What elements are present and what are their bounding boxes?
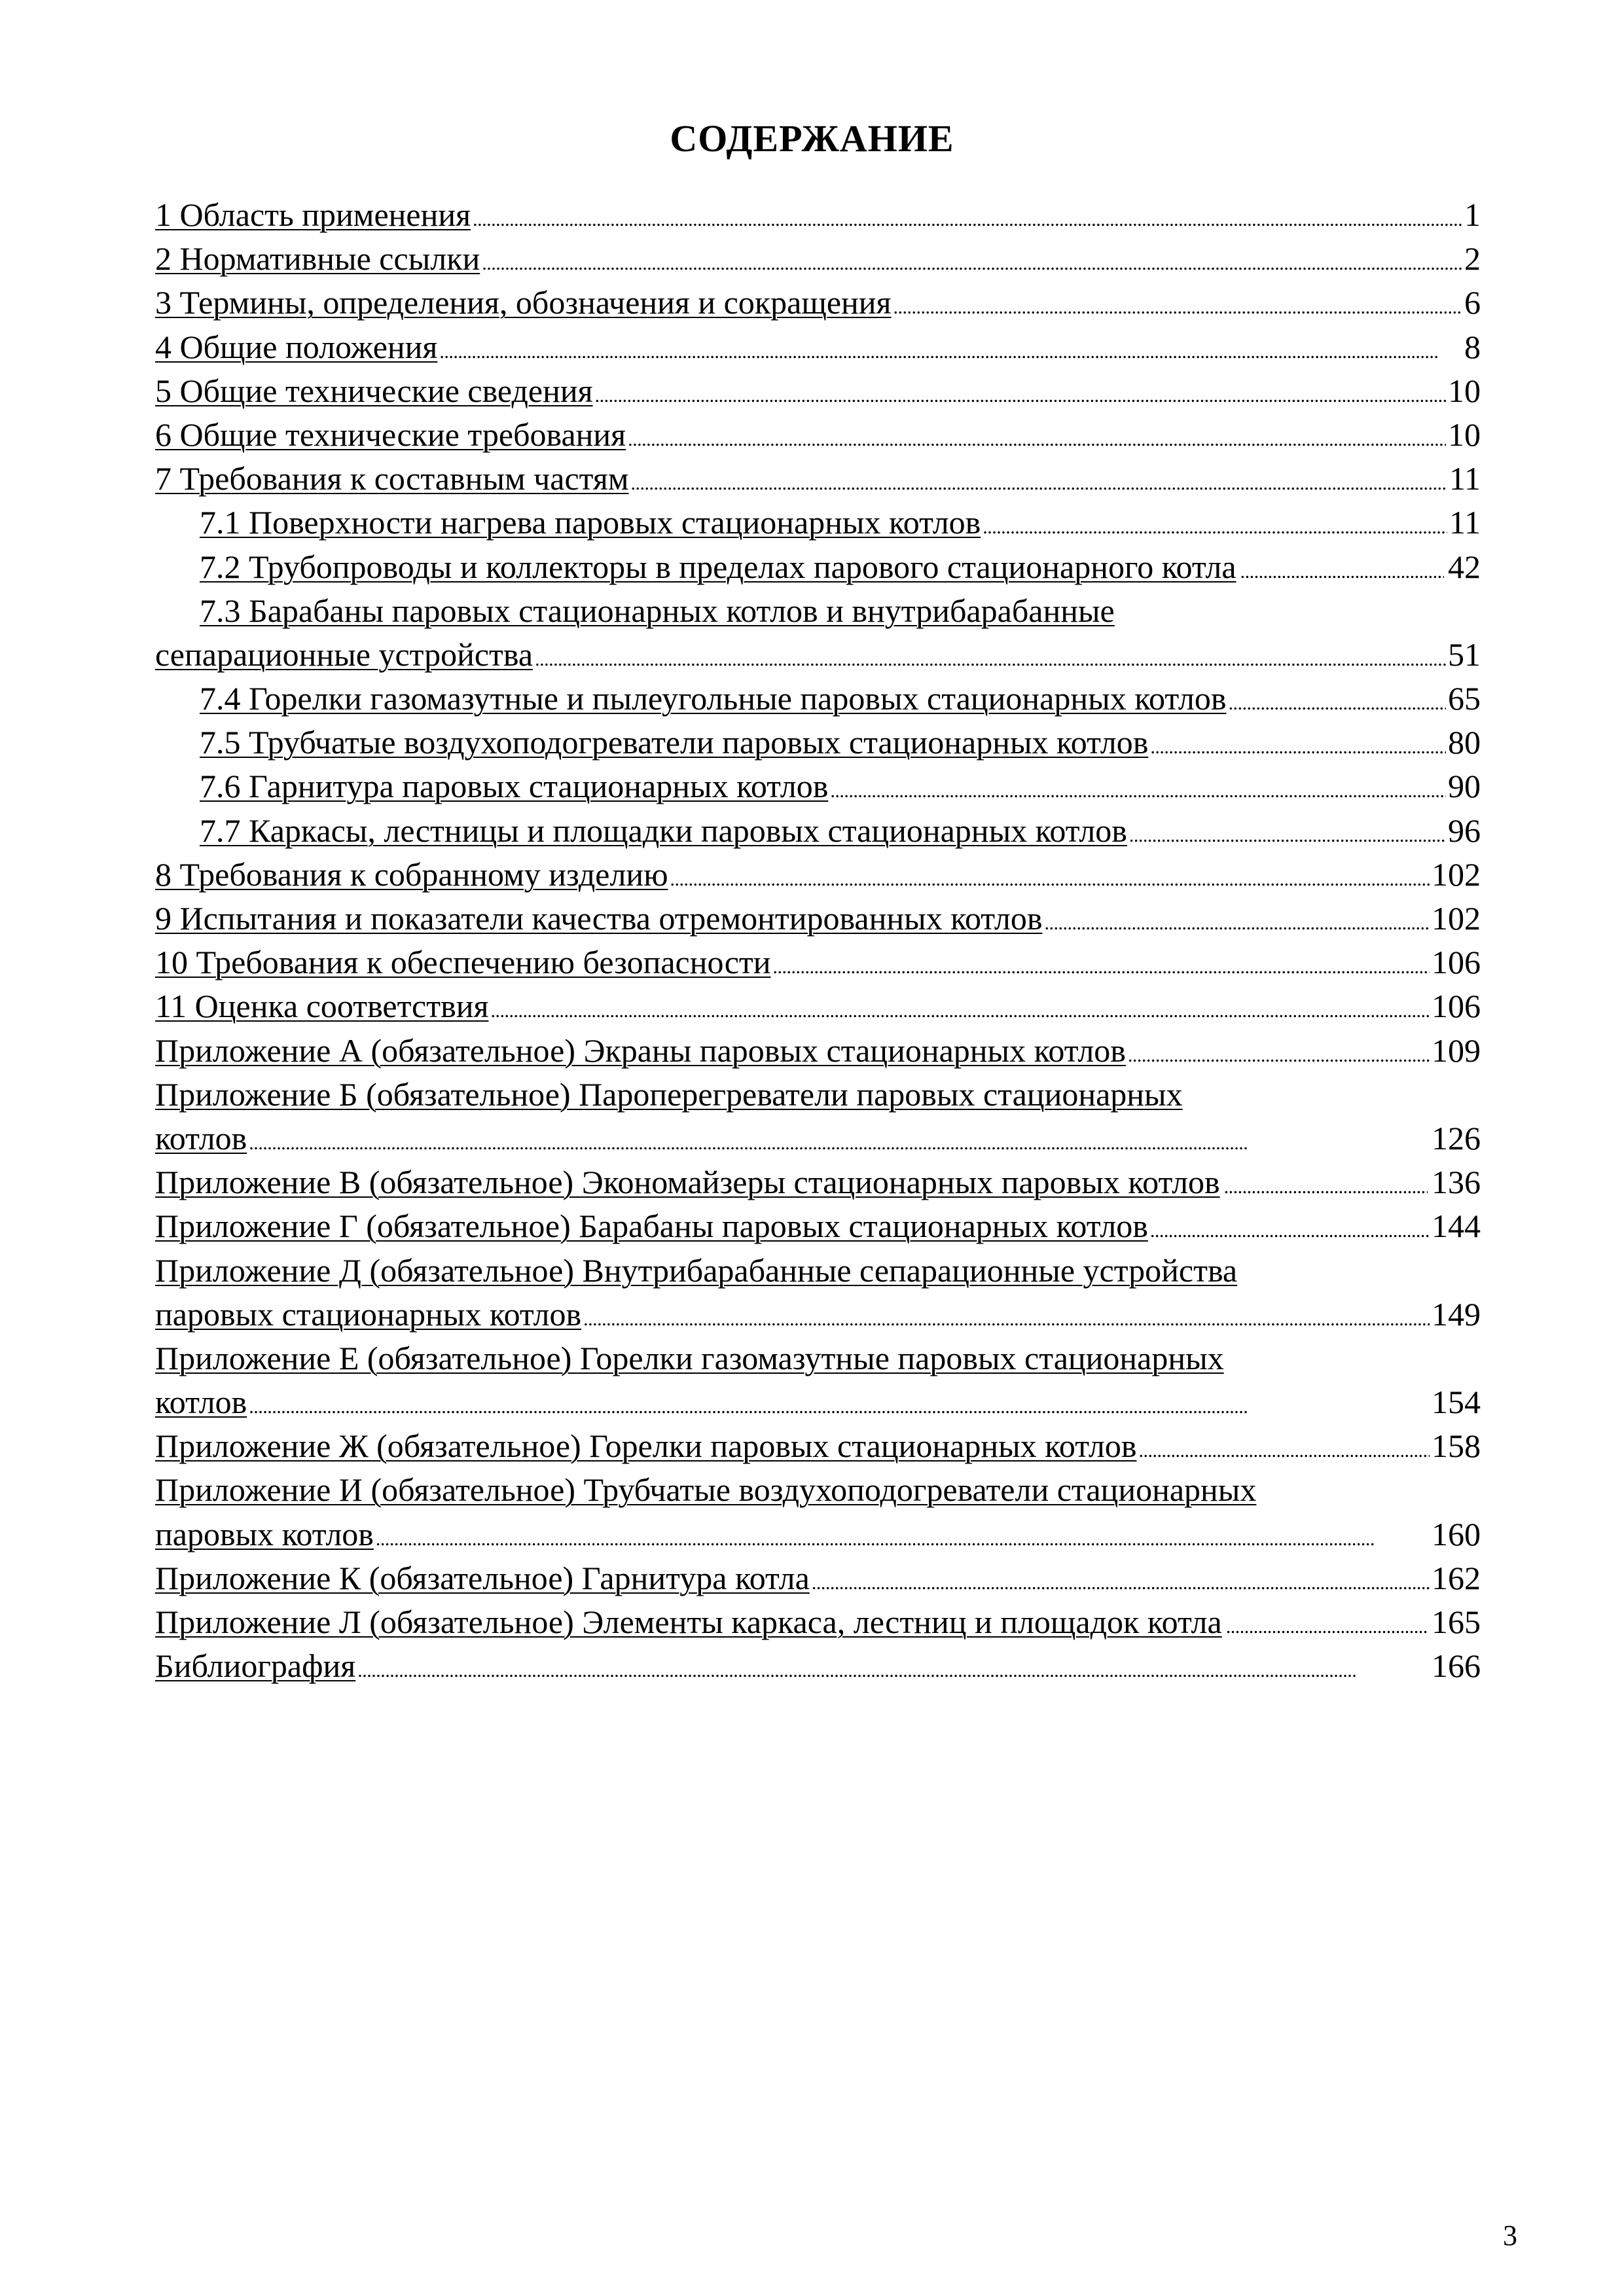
toc-entry[interactable] [155, 853, 1481, 897]
toc-page-number: 106 [1432, 988, 1481, 1025]
toc-leader-dots [376, 1513, 1430, 1556]
toc-entry-link[interactable]: Приложение Л (обязательное) Элементы каркаса, лестниц и площадок котла [155, 1604, 1222, 1640]
toc-page-number: 1 [1464, 196, 1481, 233]
toc-page-number: 106 [1432, 944, 1481, 981]
toc-entry-link[interactable]: Приложение Г (обязательное) Барабаны паровых стационарных котлов [155, 1208, 1148, 1245]
toc-entry-link[interactable]: 7.3 Барабаны паровых стационарных котлов и внутрибарабанные [200, 592, 1115, 629]
toc-page-number: 96 [1448, 812, 1481, 849]
toc-entry[interactable] [155, 1468, 1481, 1512]
toc-page-number: 90 [1448, 768, 1481, 805]
toc-entry[interactable] [155, 325, 1481, 369]
toc-leader-dots [628, 413, 1446, 457]
toc-subentry[interactable] [155, 764, 1481, 808]
toc-leader-dots [1224, 1160, 1428, 1204]
toc-page-number: 10 [1448, 372, 1481, 409]
toc-entry-continuation[interactable] [155, 1293, 1481, 1336]
page-title: СОДЕРЖАНИЕ [670, 117, 954, 160]
toc-subentry[interactable] [155, 809, 1481, 853]
toc-entry[interactable] [155, 237, 1481, 281]
toc-entry[interactable] [155, 1249, 1481, 1293]
toc-entry-link[interactable]: Приложение К (обязательное) Гарнитура котла [155, 1559, 810, 1596]
toc-page-number: 126 [1432, 1119, 1481, 1157]
toc-leader-dots [357, 1644, 1430, 1688]
toc-leader-dots [830, 764, 1446, 808]
toc-leader-dots [490, 984, 1430, 1028]
toc-leader-dots [1150, 721, 1446, 764]
toc-entry-link[interactable]: Приложение Ж (обязательное) Горелки паровых стационарных котлов [155, 1427, 1137, 1465]
toc-entry-link[interactable]: 7.1 Поверхности нагрева паровых стационарных котлов [200, 504, 981, 541]
toc-leader-dots [583, 1293, 1430, 1336]
toc-page-number: 102 [1432, 900, 1481, 937]
toc-leader-dots [1128, 1029, 1430, 1073]
toc-entry[interactable] [155, 193, 1481, 237]
toc-leader-dots [1228, 677, 1446, 721]
toc-page-number: 166 [1432, 1647, 1481, 1685]
toc-entry[interactable] [155, 1424, 1481, 1468]
toc-page-number: 11 [1449, 460, 1481, 497]
toc-page-number: 42 [1448, 548, 1481, 585]
toc-page-number: 165 [1432, 1604, 1481, 1640]
toc-entry-link[interactable]: Библиография [155, 1647, 356, 1685]
toc-leader-dots [473, 193, 1462, 237]
toc-leader-dots [1129, 809, 1446, 853]
toc-entry-link[interactable]: 8 Требования к собранному изделию [155, 855, 668, 893]
toc-page-number: 136 [1432, 1164, 1481, 1201]
toc-entry-link[interactable]: 11 Оценка соответствия [155, 988, 489, 1025]
toc-entry-link[interactable]: 7.6 Гарнитура паровых стационарных котлов [200, 768, 829, 805]
toc-entry-link[interactable]: 7.7 Каркасы, лестницы и площадки паровых стационарных котлов [200, 812, 1127, 849]
toc-entry[interactable] [155, 457, 1481, 501]
toc-leader-dots [670, 853, 1430, 897]
toc-entry[interactable] [155, 1600, 1481, 1644]
toc-entry[interactable] [155, 369, 1481, 413]
toc-entry-link[interactable]: 1 Область применения [155, 196, 471, 233]
toc-entry[interactable] [155, 413, 1481, 457]
toc-entry[interactable] [155, 1556, 1481, 1600]
toc-entry-link[interactable]: 4 Общие положения [155, 328, 438, 365]
toc-subentry[interactable] [155, 677, 1481, 721]
toc-entry-continuation[interactable] [155, 633, 1481, 677]
toc-entry[interactable] [155, 1029, 1481, 1073]
toc-entry-link[interactable]: паровых котлов [155, 1515, 374, 1552]
toc-page-number: 102 [1432, 855, 1481, 893]
toc-page-number: 149 [1432, 1295, 1481, 1333]
toc-entry-link[interactable]: 3 Термины, определения, обозначения и сокращения [155, 284, 892, 321]
toc-entry-link[interactable]: Приложение Д (обязательное) Внутрибарабанные сепарационные устройства [155, 1251, 1238, 1289]
toc-entry[interactable] [155, 1160, 1481, 1204]
toc-entry-link[interactable]: 7.2 Трубопроводы и коллекторы в пределах парового стационарного котла [200, 548, 1236, 585]
toc-leader-dots [812, 1556, 1430, 1600]
toc-entry-link[interactable]: Приложение А (обязательное) Экраны паровых стационарных котлов [155, 1031, 1126, 1069]
toc-leader-dots [1150, 1204, 1430, 1248]
toc-leader-dots [535, 633, 1446, 677]
toc-subentry[interactable] [155, 589, 1481, 633]
toc-entry-link[interactable]: 7 Требования к составным частям [155, 460, 629, 497]
toc-subentry[interactable] [155, 545, 1481, 589]
toc-entry-link[interactable]: 2 Нормативные ссылки [155, 240, 480, 278]
toc-entry[interactable] [155, 897, 1481, 941]
toc-entry[interactable] [155, 1644, 1481, 1688]
toc-entry-link[interactable]: 10 Требования к обеспечению безопасности [155, 944, 771, 981]
toc-entry-link[interactable]: 5 Общие технические сведения [155, 372, 593, 409]
toc-leader-dots [249, 1380, 1430, 1424]
toc-subentry[interactable] [155, 721, 1481, 764]
toc-leader-dots [1044, 897, 1430, 941]
toc-entry-link[interactable]: паровых стационарных котлов [155, 1295, 582, 1333]
toc-entry-link[interactable]: 7.4 Горелки газомазутные и пылеугольные паровых стационарных котлов [200, 680, 1227, 717]
toc-entry[interactable] [155, 1073, 1481, 1117]
toc-entry-continuation[interactable] [155, 1513, 1481, 1556]
toc-entry-link[interactable]: котлов [155, 1384, 247, 1421]
toc-entry-link[interactable]: Приложение Б (обязательное) Пароперегреватели паровых стационарных [155, 1075, 1183, 1113]
toc-page-number: 6 [1464, 284, 1481, 321]
toc-entry[interactable] [155, 984, 1481, 1028]
toc-page-number: 11 [1449, 504, 1481, 541]
toc-page-number: 158 [1432, 1427, 1481, 1465]
toc-entry-link[interactable]: 9 Испытания и показатели качества отремонтированных котлов [155, 900, 1043, 937]
page-number: 3 [1503, 2219, 1517, 2251]
toc-entry[interactable] [155, 1336, 1481, 1380]
toc-entry-link[interactable]: котлов [155, 1119, 247, 1157]
toc-page-number: 109 [1432, 1031, 1481, 1069]
toc-leader-dots [1240, 545, 1444, 589]
toc-page-number: 80 [1448, 724, 1481, 761]
toc-entry[interactable] [155, 281, 1481, 325]
toc-leader-dots [595, 369, 1446, 413]
toc-entry-link[interactable]: Приложение В (обязательное) Экономайзеры стационарных паровых котлов [155, 1164, 1220, 1201]
toc-page-number: 154 [1432, 1384, 1481, 1421]
toc-page-number: 2 [1464, 240, 1481, 278]
toc-entry[interactable] [155, 941, 1481, 984]
toc-leader-dots [1226, 1600, 1428, 1644]
toc-page-number: 10 [1448, 416, 1481, 453]
toc-page-number: 144 [1432, 1208, 1481, 1245]
table-of-contents [155, 193, 1481, 1688]
toc-subentry[interactable] [155, 501, 1481, 545]
toc-page-number: 162 [1432, 1559, 1481, 1596]
toc-leader-dots [249, 1117, 1430, 1160]
toc-entry-link[interactable]: Приложение И (обязательное) Трубчатые воздухоподогреватели стационарных [155, 1471, 1257, 1509]
toc-leader-dots [893, 281, 1462, 325]
toc-leader-dots [1138, 1424, 1430, 1468]
toc-leader-dots [773, 941, 1430, 984]
toc-entry-link[interactable]: Приложение Е (обязательное) Горелки газомазутные паровых стационарных [155, 1339, 1224, 1376]
toc-page-number: 8 [1464, 328, 1481, 365]
toc-page-number: 65 [1448, 680, 1481, 717]
toc-entry-link[interactable]: 7.5 Трубчатые воздухоподогреватели паровых стационарных котлов [200, 724, 1149, 761]
toc-leader-dots [983, 501, 1447, 545]
toc-entry-continuation[interactable] [155, 1380, 1481, 1424]
toc-leader-dots [482, 237, 1462, 281]
toc-page-number: 160 [1432, 1515, 1481, 1552]
toc-page-number: 51 [1448, 636, 1481, 673]
toc-entry-link[interactable]: 6 Общие технические требования [155, 416, 626, 453]
toc-entry-continuation[interactable] [155, 1117, 1481, 1160]
toc-leader-dots [630, 457, 1447, 501]
toc-entry[interactable] [155, 1204, 1481, 1248]
toc-entry-link[interactable]: сепарационные устройства [155, 636, 533, 673]
toc-leader-dots [439, 325, 1462, 369]
